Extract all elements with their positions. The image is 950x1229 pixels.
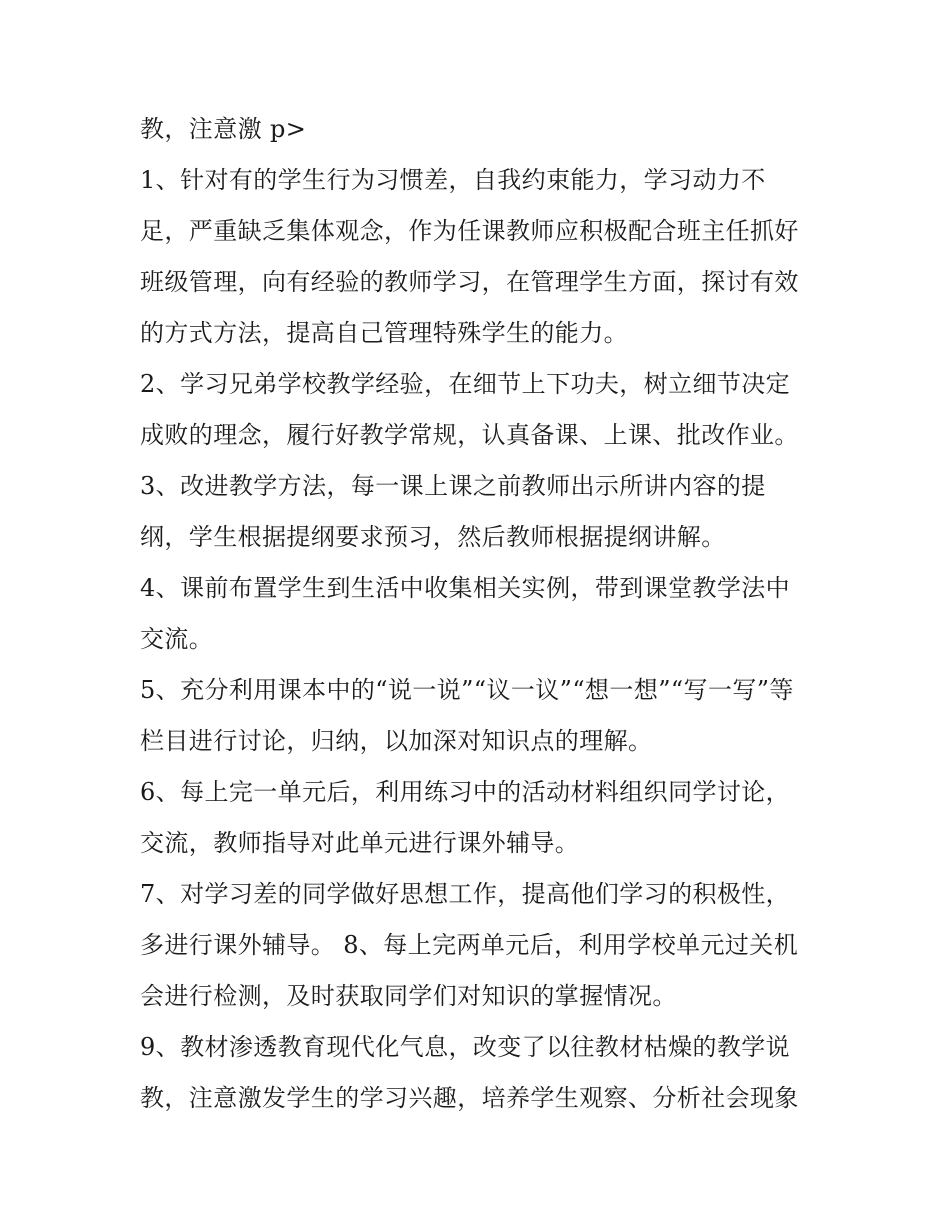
text-line: 4、课前布置学生到生活中收集相关实例，带到课堂教学法中	[140, 574, 791, 602]
text-line: 1、针对有的学生行为习惯差，自我约束能力，学习动力不	[140, 166, 766, 194]
text-line: 的方式方法，提高自己管理特殊学生的能力。	[140, 319, 628, 347]
text-line: 成败的理念，履行好教学常规，认真备课、上课、批改作业。	[140, 421, 799, 449]
text-line: 教，注意激 p>	[140, 115, 307, 143]
text-line: 交流。	[140, 625, 214, 653]
text-line: 2、学习兄弟学校教学经验，在细节上下功夫，树立细节决定	[140, 370, 791, 398]
text-line: 3、改进教学方法，每一课上课之前教师出示所讲内容的提	[140, 472, 766, 500]
text-line: 交流，教师指导对此单元进行课外辅导。	[140, 829, 580, 857]
text-line: 班级管理，向有经验的教师学习，在管理学生方面，探讨有效	[140, 268, 799, 296]
text-line: 9、教材渗透教育现代化气息，改变了以往教材枯燥的教学说	[140, 1033, 791, 1061]
text-line: 纲，学生根据提纲要求预习，然后教师根据提纲讲解。	[140, 523, 726, 551]
text-line: 7、对学习差的同学做好思想工作，提高他们学习的积极性，	[140, 880, 791, 908]
text-line: 会进行检测，及时获取同学们对知识的掌握情况。	[140, 982, 677, 1010]
text-line: 栏目进行讨论，归纳，以加深对知识点的理解。	[140, 727, 653, 755]
document-body	[140, 104, 820, 1124]
text-line: 5、充分利用课本中的“说一说”“议一议”“想一想”“写一写”等	[140, 676, 794, 704]
text-line: 教，注意激发学生的学习兴趣，培养学生观察、分析社会现象	[140, 1084, 799, 1112]
text-line: 6、每上完一单元后，利用练习中的活动材料组织同学讨论，	[140, 778, 791, 806]
text-line: 足，严重缺乏集体观念，作为任课教师应积极配合班主任抓好	[140, 217, 799, 245]
text-line: 多进行课外辅导。 8、每上完两单元后，利用学校单元过关机	[140, 931, 799, 959]
